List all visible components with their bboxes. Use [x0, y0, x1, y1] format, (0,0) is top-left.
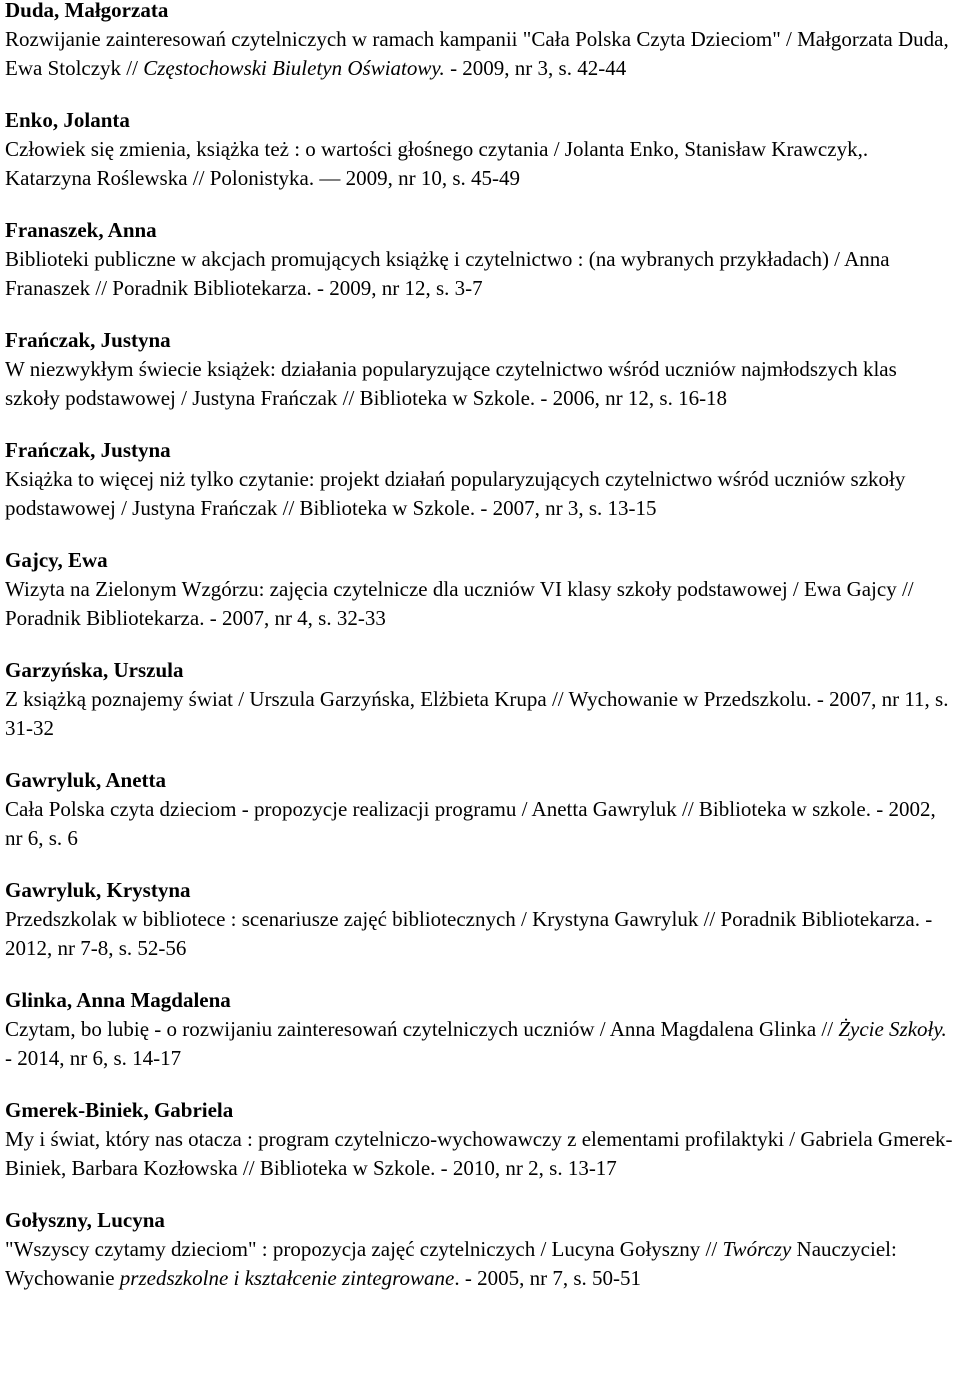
entry-author: Gawryluk, Anetta [5, 768, 167, 792]
entry-author: Franaszek, Anna [5, 218, 157, 242]
bibliography-entry [5, 436, 954, 523]
bibliography-entry [5, 546, 954, 633]
entry-author: Gajcy, Ewa [5, 548, 108, 572]
journal-subtitle: przedszkolne i kształcenie zintegrowane [119, 1266, 455, 1290]
entry-description: Cała Polska czyta dzieciom - propozycje realizacji programu / Anetta Gawryluk // Biblioteka w szkole. - 2002, nr 6, s. 6 [5, 797, 936, 850]
entry-author: Garzyńska, Urszula [5, 658, 184, 682]
journal-title: Twórczy [722, 1237, 792, 1261]
entry-author: Enko, Jolanta [5, 108, 130, 132]
bibliography-entry [5, 876, 954, 963]
entry-author: Gołyszny, Lucyna [5, 1208, 165, 1232]
bibliography-entry [5, 1096, 954, 1183]
entry-description: Wizyta na Zielonym Wzgórzu: zajęcia czytelnicze dla uczniów VI klasy szkoły podstawowej / Ewa Gajcy // Poradnik Bibliotekarza. - 2007, nr 4, s. 32-33 [5, 577, 914, 630]
entry-author: Gawryluk, Krystyna [5, 878, 191, 902]
entry-description: Z książką poznajemy świat / Urszula Garzyńska, Elżbieta Krupa // Wychowanie w Przedszkolu. - 2007, nr 11, s. 31-32 [5, 687, 949, 740]
entry-description: "Wszyscy czytamy dzieciom" : propozycja zajęć czytelniczych / Lucyna Gołyszny // Twórczy Nauczyciel: Wychowanie przedszkolne i kształcenie zintegrowane. - 2005, nr 7, s. 50-51 [5, 1237, 897, 1290]
bibliography-entry [5, 216, 954, 303]
bibliography-entry [5, 986, 954, 1073]
entry-author: Glinka, Anna Magdalena [5, 988, 231, 1012]
entry-author: Duda, Małgorzata [5, 0, 169, 22]
bibliography-entry [5, 656, 954, 743]
entry-description: Biblioteki publiczne w akcjach promujących książkę i czytelnictwo : (na wybranych przykładach) / Anna Franaszek // Poradnik Bibliotekarza. - 2009, nr 12, s. 3-7 [5, 247, 890, 300]
bibliography-entry [5, 766, 954, 853]
bibliography-entry [5, 326, 954, 413]
entry-author: Frańczak, Justyna [5, 328, 171, 352]
entry-description: Człowiek się zmienia, książka też : o wartości głośnego czytania / Jolanta Enko, Stanisław Krawczyk,. Katarzyna Roślewska // Polonistyka. ― 2009, nr 10, s. 45-49 [5, 137, 869, 190]
entry-author: Frańczak, Justyna [5, 438, 171, 462]
entry-description: Czytam, bo lubię - o rozwijaniu zainteresowań czytelniczych uczniów / Anna Magdalena Glinka // Życie Szkoły. - 2014, nr 6, s. 14-17 [5, 1017, 947, 1070]
entry-description: Przedszkolak w bibliotece : scenariusze zajęć bibliotecznych / Krystyna Gawryluk // Poradnik Bibliotekarza. - 2012, nr 7-8, s. 52-56 [5, 907, 933, 960]
entry-description: W niezwykłym świecie książek: działania popularyzujące czytelnictwo wśród uczniów najmłodszych klas szkoły podstawowej / Justyna Frańczak // Biblioteka w Szkole. - 2006, nr 12, s. 16-18 [5, 357, 897, 410]
bibliography-entry [5, 0, 954, 83]
entry-description: My i świat, który nas otacza : program czytelniczo-wychowawczy z elementami profilaktyki / Gabriela Gmerek-Biniek, Barbara Kozłowska // Biblioteka w Szkole. - 2010, nr 2, s. 13-17 [5, 1127, 953, 1180]
bibliography-entry [5, 106, 954, 193]
bibliography-entry [5, 1206, 954, 1293]
entry-author: Gmerek-Biniek, Gabriela [5, 1098, 234, 1122]
journal-title: Częstochowski Biuletyn Oświatowy. [143, 56, 445, 80]
entry-description: Rozwijanie zainteresowań czytelniczych w ramach kampanii "Cała Polska Czyta Dzieciom" / Małgorzata Duda, Ewa Stolczyk // Częstochowski Biuletyn Oświatowy. - 2009, nr 3, s. 42-44 [5, 27, 949, 80]
entry-description: Książka to więcej niż tylko czytanie: projekt działań popularyzujących czytelnictwo wśród uczniów szkoły podstawowej / Justyna Frańczak // Biblioteka w Szkole. - 2007, nr 3, s. 13-15 [5, 467, 906, 520]
journal-title: Życie Szkoły. [838, 1017, 947, 1041]
